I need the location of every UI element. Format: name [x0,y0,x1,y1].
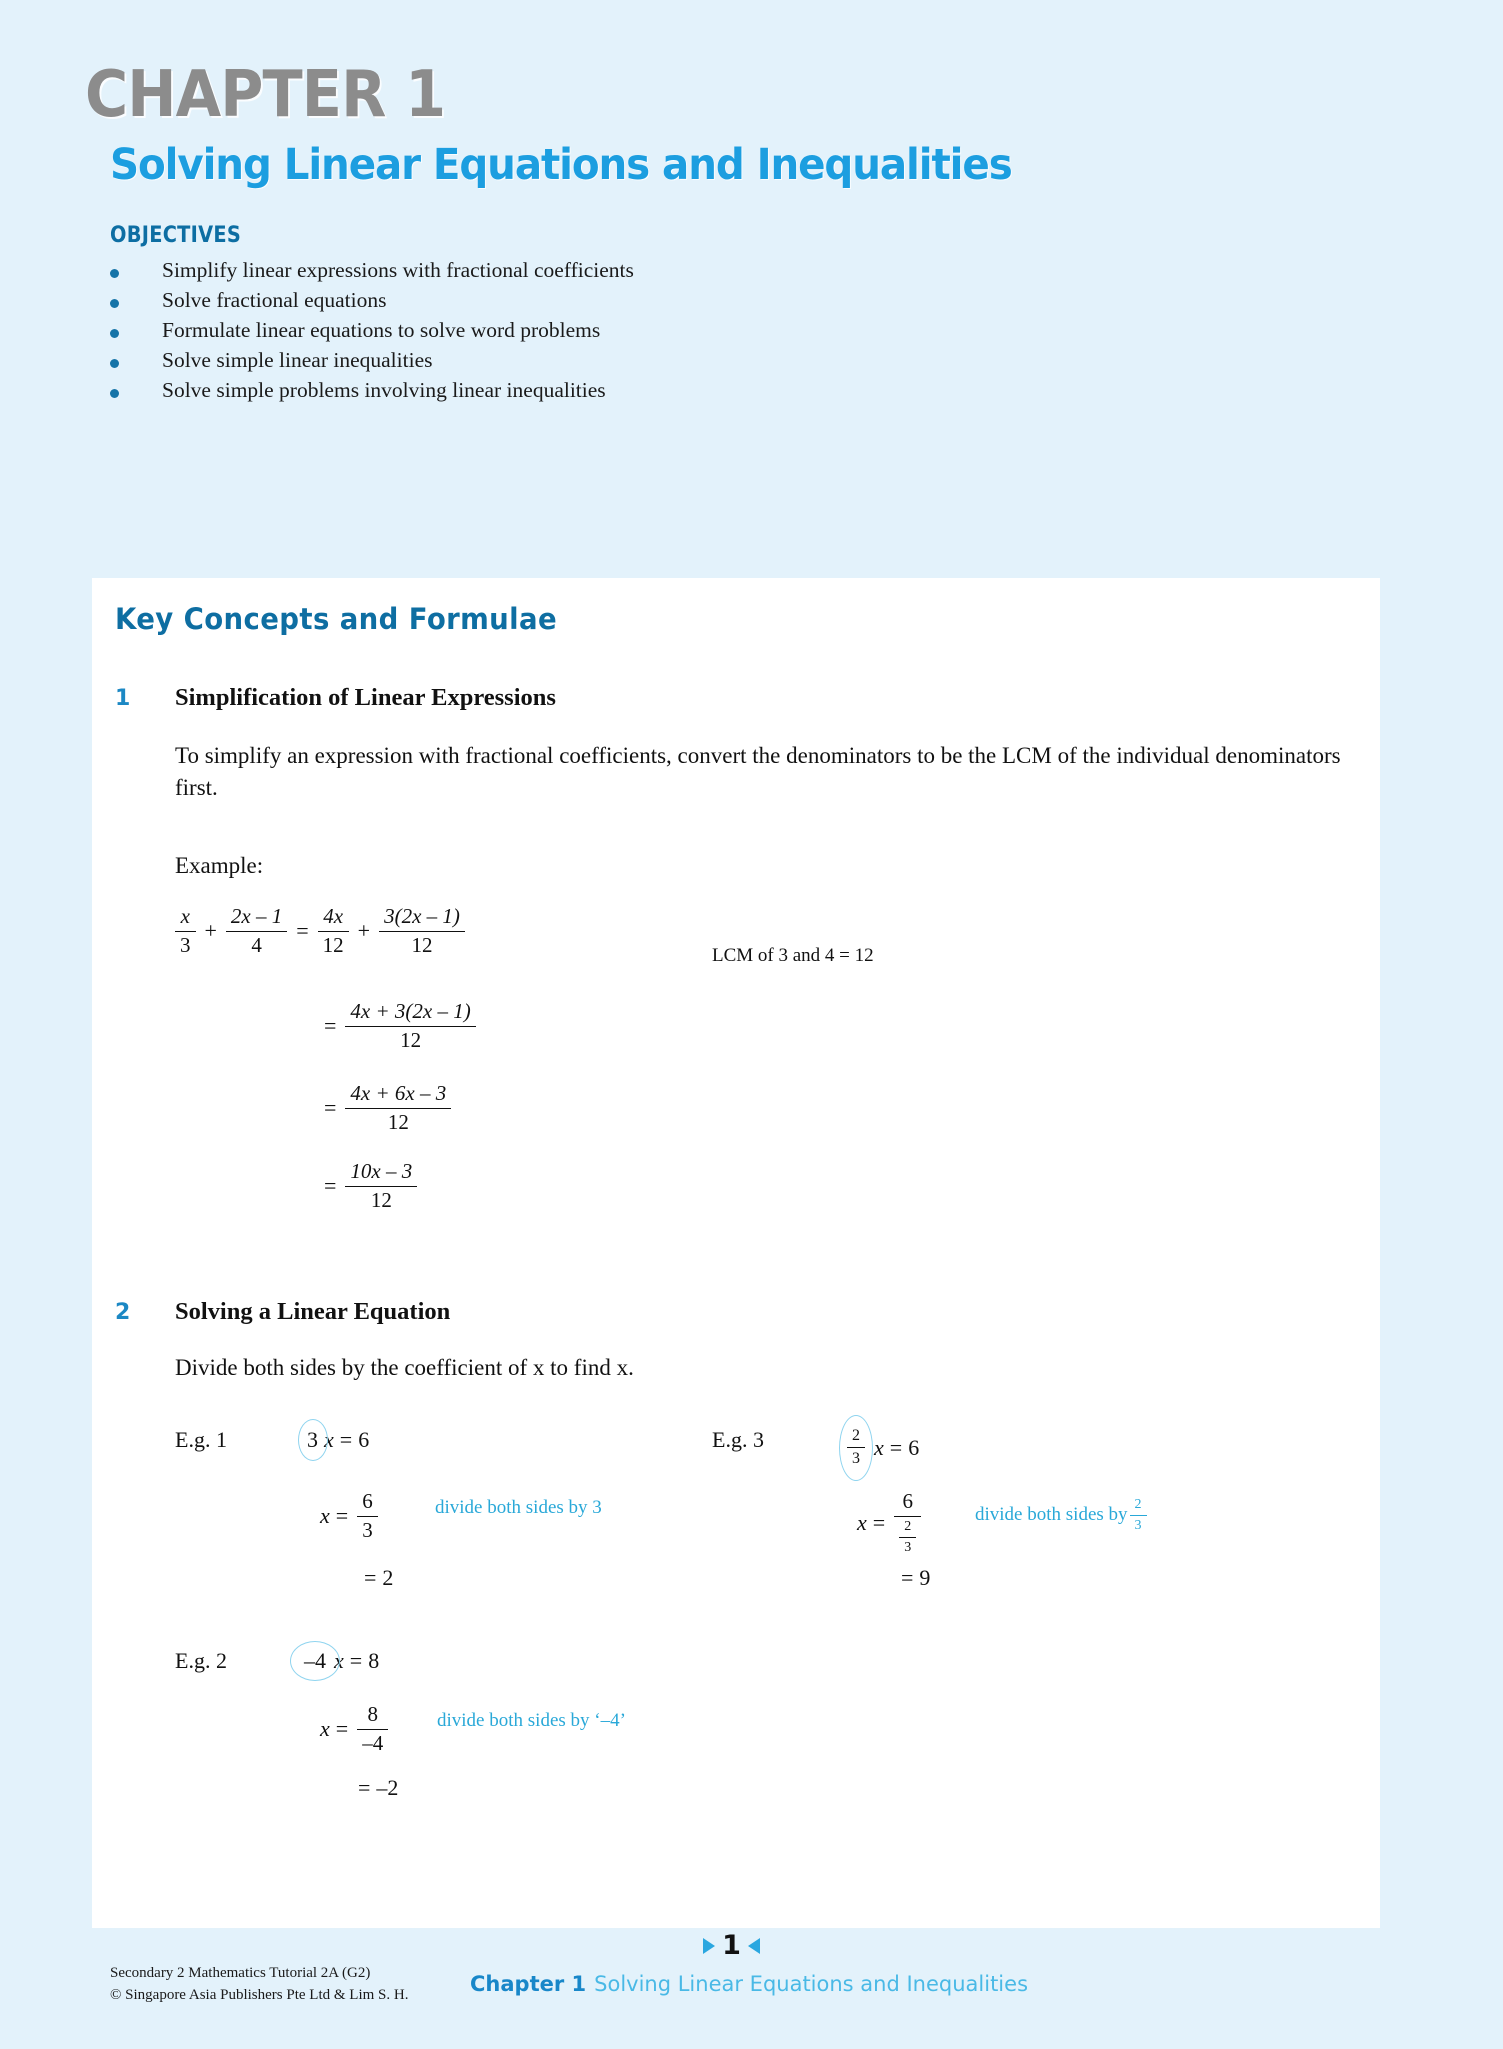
footer-copyright: © Singapore Asia Publishers Pte Ltd & Lim S. H. [110,1986,409,2003]
example-2-step [320,1703,391,1755]
objective-text: Formulate linear equations to solve word problems [162,318,601,342]
coefficient-value: –4 [304,1648,326,1673]
frac-num: 8 [367,1702,378,1726]
plus-sign: + [204,918,217,944]
footer-source-line1: Secondary 2 Mathematics Tutorial 2A (G2) [110,1965,371,1981]
example-label: Example: [175,853,264,878]
example-1-equation: 3 x = 6 [303,1427,369,1453]
objectives-heading: OBJECTIVES [110,223,242,248]
frac-den [894,1519,921,1556]
section-number-1: 1 [115,686,149,716]
math-line-2 [318,1000,479,1052]
frac-den: 12 [387,1109,409,1134]
objective-text: Solve simple linear inequalities [162,348,433,372]
list-item [110,348,1010,378]
section-title-2: Solving a Linear Equation [175,1298,451,1325]
frac-den: 3 [362,1517,373,1542]
frac-num: 4x + 3(2x – 1) [350,999,471,1023]
example-1-annotation: divide both sides by 3 [435,1497,602,1518]
equals-sign: = [335,1716,349,1742]
frac-num: 2 [852,1427,860,1444]
list-item [110,378,1010,408]
variable: x [857,1509,867,1535]
variable: x [320,1503,330,1529]
circled-coefficient [300,1648,330,1674]
math-line-4 [318,1160,420,1212]
frac-num: 6 [902,1489,913,1513]
example-2-result [352,1775,398,1801]
page-number [703,1930,760,1961]
section-body-1: To simplify an expression with fractional coefficients, convert the denominators to be the LCM of the individual denominators first. [175,743,1341,800]
frac-den: 12 [322,932,344,957]
bullet-icon [110,269,119,278]
math-line-1 [172,905,468,957]
triangle-right-icon [703,1938,715,1954]
page-number-value: 1 [722,1930,741,1961]
key-concepts-heading: Key Concepts and Formulae [115,602,558,636]
equals-sign: = [872,1509,886,1535]
footer-chapter-tag [470,1972,1028,1996]
frac-num: 6 [362,1489,373,1513]
section-title-1: Simplification of Linear Expressions [175,684,556,711]
frac-num: 10x – 3 [350,1159,413,1183]
equals-sign: = [358,1775,371,1800]
annotation-prefix: divide both sides by [975,1504,1128,1526]
variable: x [320,1716,330,1742]
example-2-annotation: divide both sides by ‘–4’ [437,1710,626,1731]
triangle-left-icon [748,1938,760,1954]
example-1-result [358,1565,393,1591]
equals-sign: = [296,918,309,944]
footer-chapter-title: Solving Linear Equations and Inequalities [594,1972,1029,1996]
equals-sign: = [335,1503,349,1529]
frac-num: x [180,904,190,928]
circled-coefficient [840,1427,872,1468]
example-3-step [857,1490,924,1556]
bullet-icon [110,329,119,338]
example-3-annotation [975,1497,1150,1534]
example-3-label [712,1427,764,1453]
equals-sign: = [364,1565,377,1590]
footer-source [110,1963,408,2007]
frac-den: 3 [180,932,191,957]
bullet-icon [110,359,119,368]
list-item [110,288,1010,318]
objectives-list [110,258,1010,408]
lcm-note: LCM of 3 and 4 = 12 [712,945,874,966]
example-1-step [320,1490,381,1542]
frac-den: –4 [362,1730,384,1755]
example-2-label [175,1648,227,1674]
circled-coefficient [303,1427,322,1453]
footer-chapter-number: Chapter 1 [470,1972,587,1996]
frac-den: 3 [904,1539,912,1555]
frac-num: 2x – 1 [230,904,283,928]
eg-label: E.g. 2 [175,1648,227,1673]
frac-den: 12 [370,1187,392,1212]
eg-label: E.g. 1 [175,1427,227,1452]
eg-label: E.g. 3 [712,1427,764,1452]
section-body-2 [175,1352,634,1384]
math-line-3 [318,1082,454,1134]
section-body-2-text: Divide both sides by the coefficient of x to find x. [175,1355,634,1380]
objective-text: Solve fractional equations [162,288,387,312]
bullet-icon [110,389,119,398]
list-item [110,318,1010,348]
list-item [110,258,1010,288]
frac-den: 3 [1134,1518,1142,1534]
frac-den: 12 [411,932,433,957]
equals-sign: = [324,1013,337,1039]
objective-text: Simplify linear expressions with fractional coefficients [162,258,634,282]
example-2-equation: –4 x = 8 [300,1648,379,1674]
coefficient-value: 3 [307,1427,318,1452]
equals-sign: = [901,1565,914,1590]
page-title: Solving Linear Equations and Inequalities [110,140,1012,190]
objective-text: Solve simple problems involving linear inequalities [162,378,606,402]
page-number-block [0,1930,1503,1961]
example-1-label [175,1427,227,1453]
bullet-icon [110,299,119,308]
plus-sign: + [357,918,371,944]
example-3-equation: $\frac{2}{3}$ x = 6 [840,1427,919,1468]
example-3-result [895,1565,930,1591]
result-value: 9 [919,1565,931,1590]
result-value: 2 [382,1565,394,1590]
frac-num: 2 [904,1518,912,1534]
frac-num: 4x + 6x – 3 [350,1081,447,1105]
frac-den: 12 [400,1027,422,1052]
result-value: –2 [376,1775,399,1800]
frac-den: 4 [251,932,262,957]
frac-den: 3 [852,1450,860,1468]
equals-sign: = [324,1095,337,1121]
chapter-label: CHAPTER 1 [85,58,446,132]
frac-num: 2 [1134,1497,1142,1512]
equals-sign: = [324,1173,337,1199]
section-number-2: 2 [115,1300,149,1330]
frac-num: 4x [323,904,344,928]
frac-num: 3(2x – 1) [384,904,460,928]
